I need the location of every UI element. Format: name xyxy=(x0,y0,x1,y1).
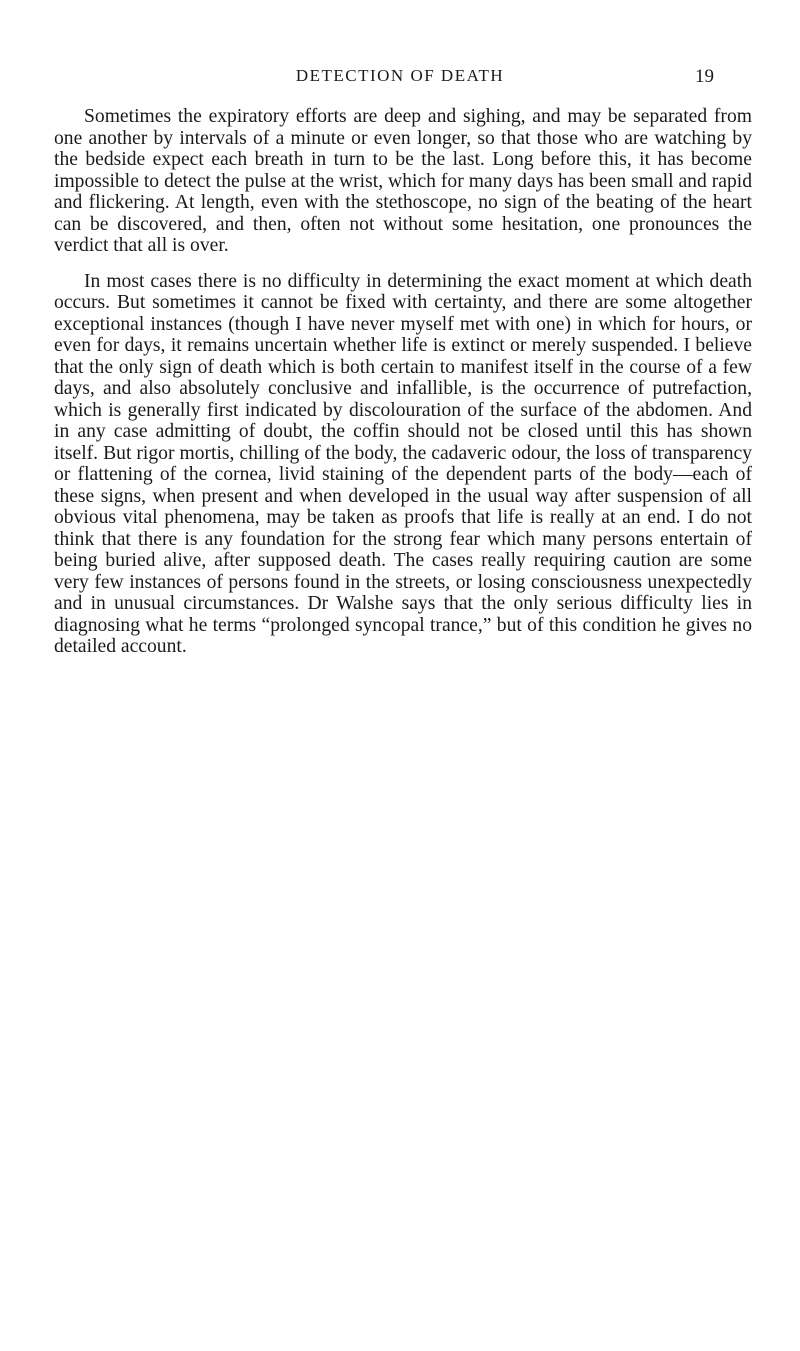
paragraph: In most cases there is no difficulty in determining the exact moment at which death occurs. But sometimes it cannot be fixed with certainty, and there are some altogether exceptional instances (though I have never myself met with one) in which for hours, or even for days, it remains uncertain whether life is extinct or merely suspended. I believe that the only sign of death which is both certain to manifest itself in the course of a few days, and also absolutely conclusive and infallible, is the occurrence of putrefaction, which is generally first indicated by discolouration of the surface of the abdomen. And in any case admitting of doubt, the coffin should not be closed until this has shown itself. But rigor mortis, chilling of the body, the cadaveric odour, the loss of transparency or flattening of the cornea, livid staining of the dependent parts of the body—each of these signs, when present and when developed in the usual way after suspension of all obvious vital phenomena, may be taken as proofs that life is really at an end. I do not think that there is any foundation for the strong fear which many persons entertain of being buried alive, after supposed death. The cases really requiring caution are some very few instances of persons found in the streets, or losing consciousness unexpectedly and in unusual circumstances. Dr Walshe says that the only serious difficulty lies in diagnosing what he terms “prolonged syncopal trance,” but of this condition he gives no detailed account. xyxy=(54,270,752,657)
page-number: 19 xyxy=(695,66,714,87)
running-head xyxy=(0,66,800,90)
body-text xyxy=(54,106,752,658)
paragraph: Sometimes the expiratory efforts are deep and sighing, and may be separated from one another by intervals of a minute or even longer, so that those who are watching by the bedside expect each breath in turn to be the last. Long before this, it has become impossible to detect the pulse at the wrist, which for many days has been small and rapid and flickering. At length, even with the stethoscope, no sign of the beating of the heart can be discovered, and then, often not without some hesitation, one pronounces the verdict that all is over. xyxy=(54,106,752,256)
running-title: DETECTION OF DEATH xyxy=(295,66,505,85)
